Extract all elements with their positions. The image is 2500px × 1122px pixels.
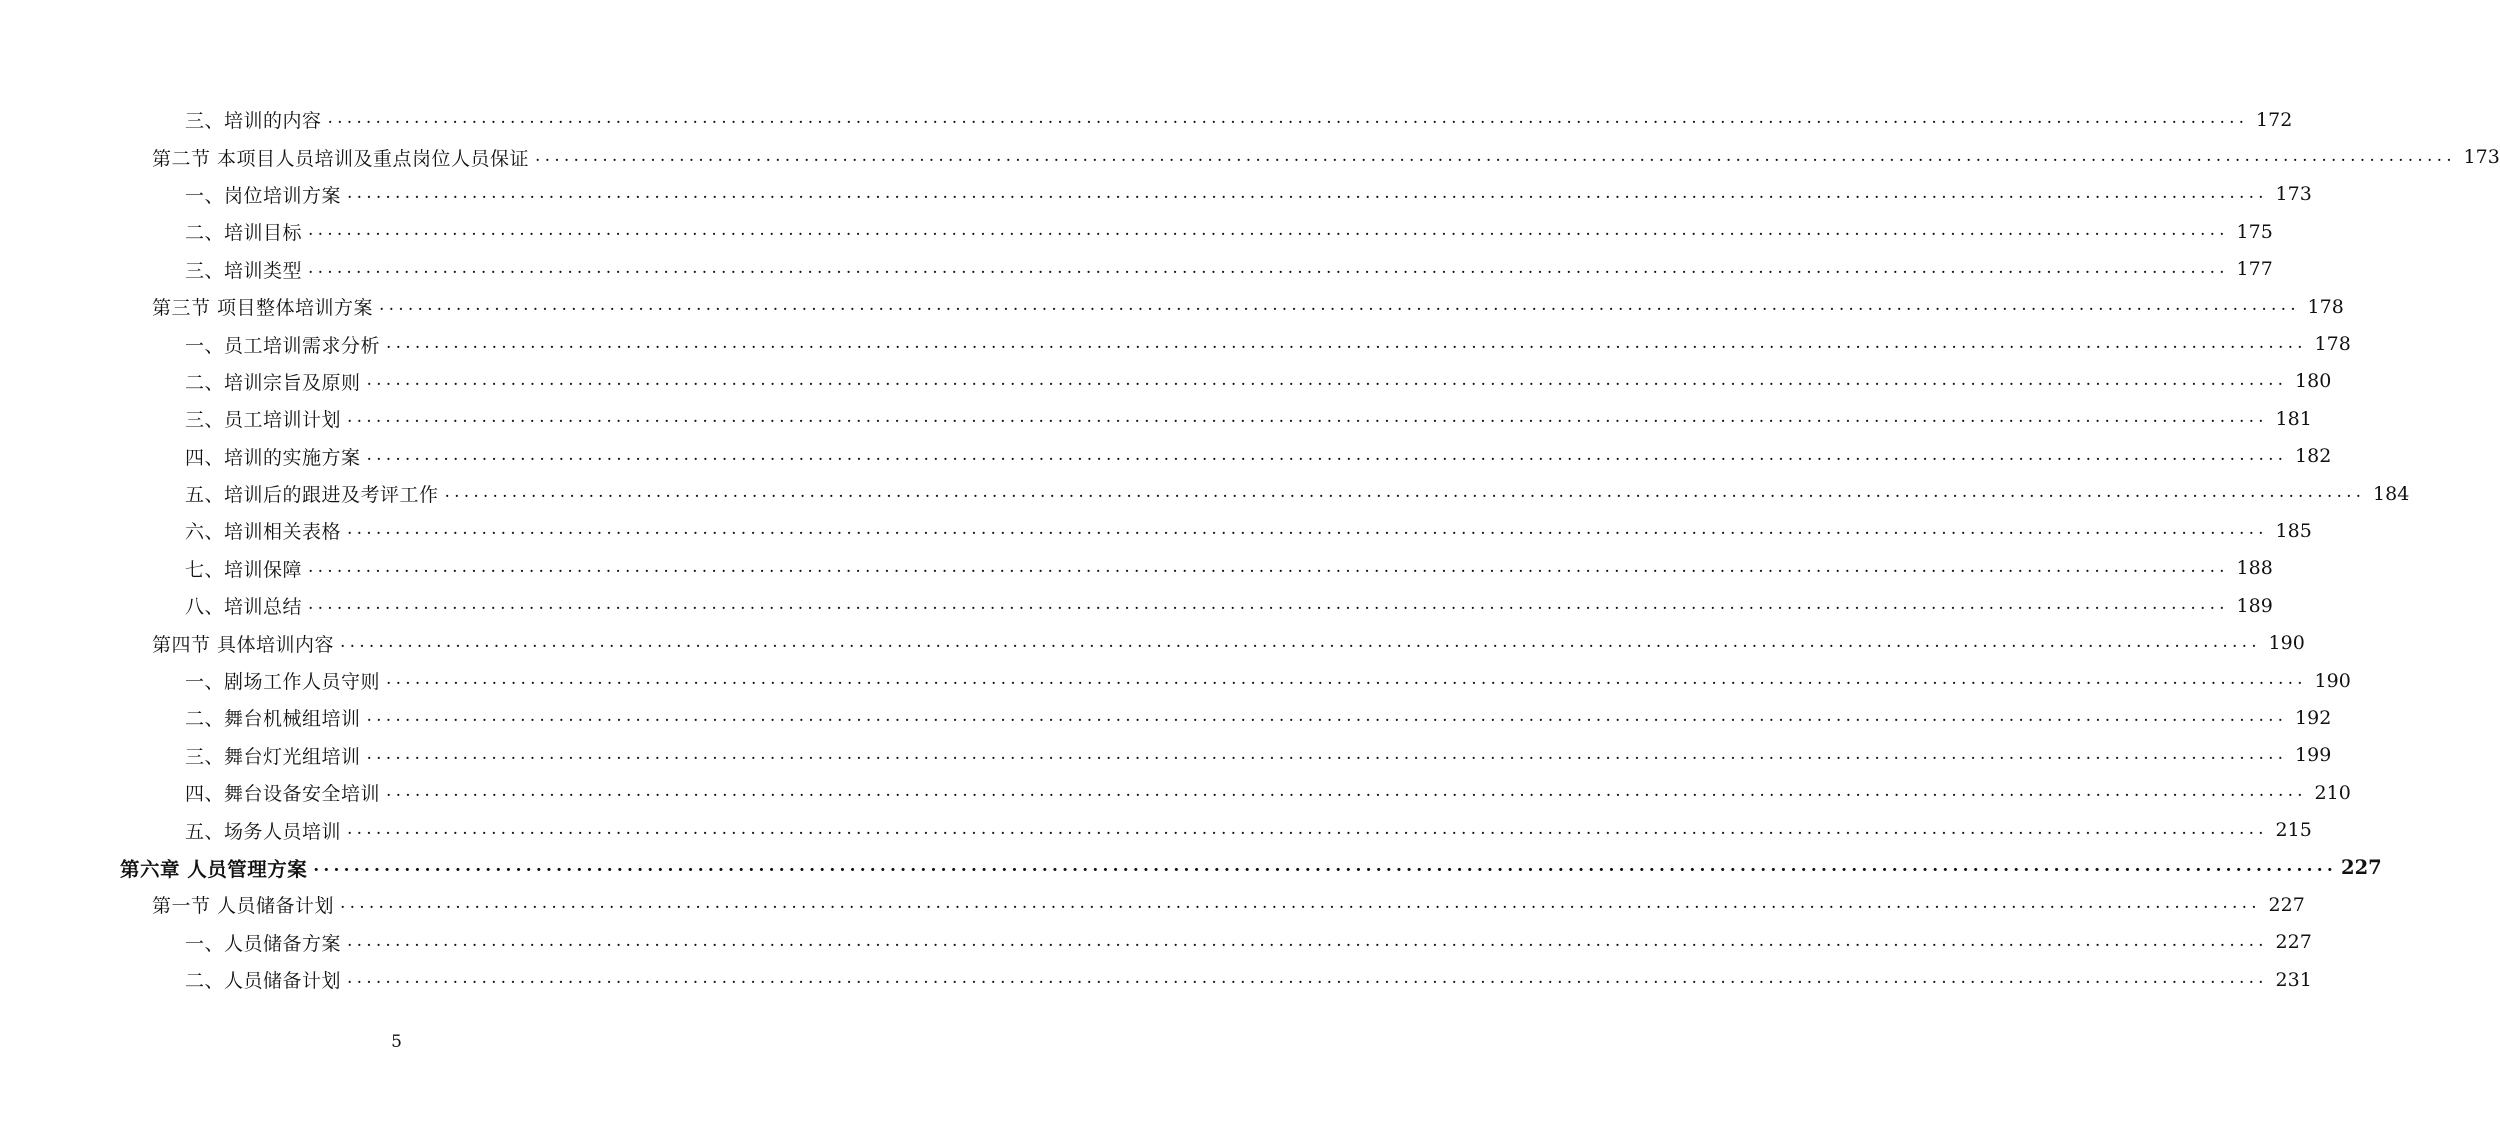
- toc-dot-leader: ........................................................................................................................................................................................................: [347, 407, 2268, 428]
- toc-subsection-entry[interactable]: [0, 438, 2332, 475]
- toc-entry-title: 第三节 项目整体培训方案: [152, 297, 374, 320]
- toc-entry-page: 175: [2236, 220, 2273, 243]
- toc-dot-leader: ........................................................................................................................................................................................................: [535, 145, 2456, 166]
- toc-dot-leader: ........................................................................................................................................................................................................: [366, 706, 2288, 727]
- toc-dot-leader: ........................................................................................................................................................................................................: [308, 556, 2229, 577]
- toc-entry-page: 180: [2295, 370, 2332, 393]
- toc-entry-page: 177: [2236, 258, 2273, 281]
- toc-subsection-entry[interactable]: [0, 475, 2410, 512]
- toc-entry-page: 215: [2275, 819, 2312, 842]
- toc-entry-title: 一、人员储备方案: [185, 932, 342, 955]
- toc-dot-leader: ........................................................................................................................................................................................................: [340, 631, 2261, 652]
- toc-dot-leader: ........................................................................................................................................................................................................: [347, 968, 2268, 989]
- toc-entry-title: 第二节 本项目人员培训及重点岗位人员保证: [152, 147, 530, 170]
- toc-entry-title: 四、舞台设备安全培训: [185, 783, 381, 806]
- toc-section-entry[interactable]: [0, 886, 2305, 923]
- toc-section-entry[interactable]: [0, 288, 2344, 325]
- toc-subsection-entry[interactable]: [0, 774, 2351, 811]
- toc-subsection-entry[interactable]: [0, 325, 2351, 362]
- toc-dot-leader: ........................................................................................................................................................................................................: [313, 856, 2337, 876]
- toc-subsection-entry[interactable]: [0, 699, 2332, 736]
- toc-entry-title: 二、人员储备计划: [185, 970, 342, 993]
- toc-dot-leader: ........................................................................................................................................................................................................: [347, 818, 2268, 839]
- toc-subsection-entry[interactable]: [0, 587, 2273, 624]
- toc-entry-page: 227: [2268, 893, 2305, 916]
- toc-entry-page: 190: [2314, 669, 2351, 692]
- toc-entry-page: 181: [2275, 407, 2312, 430]
- toc-subsection-entry[interactable]: [0, 251, 2273, 288]
- toc-entry-title: 三、培训类型: [185, 259, 303, 282]
- toc-entry-title: 一、剧场工作人员守则: [185, 671, 381, 694]
- toc-entry-title: 八、培训总结: [185, 596, 303, 619]
- toc-entry-page: 199: [2295, 744, 2332, 767]
- toc-entry-title: 七、培训保障: [185, 558, 303, 581]
- toc-chapter-entry[interactable]: [0, 849, 2382, 886]
- toc-subsection-entry[interactable]: [0, 811, 2312, 848]
- toc-dot-leader: ........................................................................................................................................................................................................: [340, 893, 2261, 914]
- toc-entry-title: 三、员工培训计划: [185, 409, 342, 432]
- toc-section-entry[interactable]: [0, 138, 2500, 175]
- toc-entry-title: 第一节 人员储备计划: [152, 895, 335, 918]
- toc-entry-title: 五、培训后的跟进及考评工作: [185, 484, 439, 507]
- toc-dot-leader: ........................................................................................................................................................................................................: [347, 519, 2268, 540]
- toc-entry-page: 178: [2314, 333, 2351, 356]
- toc-entry-title: 二、舞台机械组培训: [185, 708, 361, 731]
- toc-dot-leader: ........................................................................................................................................................................................................: [366, 743, 2288, 764]
- toc-dot-leader: ........................................................................................................................................................................................................: [308, 594, 2229, 615]
- toc-entry-page: 227: [2275, 931, 2312, 954]
- toc-entry-page: 231: [2275, 968, 2312, 991]
- toc-entry-title: 二、培训目标: [185, 222, 303, 245]
- toc-dot-leader: ........................................................................................................................................................................................................: [386, 669, 2307, 690]
- toc-dot-leader: ........................................................................................................................................................................................................: [366, 444, 2288, 465]
- table-of-contents: [0, 101, 2500, 998]
- toc-entry-page: 178: [2307, 295, 2344, 318]
- toc-subsection-entry[interactable]: [0, 961, 2312, 998]
- toc-entry-title: 五、场务人员培训: [185, 820, 342, 843]
- toc-dot-leader: ........................................................................................................................................................................................................: [444, 482, 2366, 503]
- toc-entry-page: 182: [2295, 445, 2332, 468]
- toc-entry-page: 190: [2268, 632, 2305, 655]
- toc-subsection-entry[interactable]: [0, 512, 2312, 549]
- page-number: 5: [391, 1032, 402, 1052]
- toc-subsection-entry[interactable]: [0, 737, 2332, 774]
- toc-entry-page: 173: [2275, 183, 2312, 206]
- toc-entry-title: 六、培训相关表格: [185, 521, 342, 544]
- toc-subsection-entry[interactable]: [0, 213, 2273, 250]
- toc-subsection-entry[interactable]: [0, 400, 2312, 437]
- toc-entry-page: 185: [2275, 519, 2312, 542]
- toc-dot-leader: ........................................................................................................................................................................................................: [347, 182, 2268, 203]
- toc-entry-page: 184: [2373, 482, 2410, 505]
- toc-dot-leader: ........................................................................................................................................................................................................: [347, 930, 2268, 951]
- toc-entry-page: 192: [2295, 706, 2332, 729]
- toc-entry-title: 第四节 具体培训内容: [152, 633, 335, 656]
- toc-dot-leader: ........................................................................................................................................................................................................: [386, 332, 2307, 353]
- toc-entry-page: 210: [2314, 781, 2351, 804]
- toc-subsection-entry[interactable]: [0, 101, 2293, 138]
- toc-section-entry[interactable]: [0, 624, 2305, 661]
- toc-subsection-entry[interactable]: [0, 924, 2312, 961]
- toc-entry-page: 189: [2236, 594, 2273, 617]
- toc-entry-page: 172: [2256, 108, 2293, 131]
- toc-subsection-entry[interactable]: [0, 662, 2351, 699]
- toc-dot-leader: ........................................................................................................................................................................................................: [386, 781, 2307, 802]
- toc-entry-title: 三、培训的内容: [185, 110, 322, 133]
- toc-entry-title: 一、岗位培训方案: [185, 184, 342, 207]
- toc-entry-title: 四、培训的实施方案: [185, 446, 361, 469]
- toc-subsection-entry[interactable]: [0, 550, 2273, 587]
- toc-dot-leader: ........................................................................................................................................................................................................: [366, 369, 2288, 390]
- toc-entry-title: 二、培训宗旨及原则: [185, 371, 361, 394]
- toc-subsection-entry[interactable]: [0, 176, 2312, 213]
- toc-entry-title: 一、员工培训需求分析: [185, 334, 381, 357]
- toc-entry-page: 227: [2341, 856, 2382, 879]
- toc-dot-leader: ........................................................................................................................................................................................................: [308, 220, 2229, 241]
- toc-entry-page: 188: [2236, 557, 2273, 580]
- toc-dot-leader: ........................................................................................................................................................................................................: [379, 295, 2300, 316]
- toc-subsection-entry[interactable]: [0, 363, 2332, 400]
- toc-entry-title: 三、舞台灯光组培训: [185, 745, 361, 768]
- toc-entry-page: 173: [2463, 146, 2500, 169]
- toc-dot-leader: ........................................................................................................................................................................................................: [308, 257, 2229, 278]
- toc-dot-leader: ........................................................................................................................................................................................................: [327, 108, 2249, 129]
- toc-entry-title: 第六章 人员管理方案: [120, 857, 308, 881]
